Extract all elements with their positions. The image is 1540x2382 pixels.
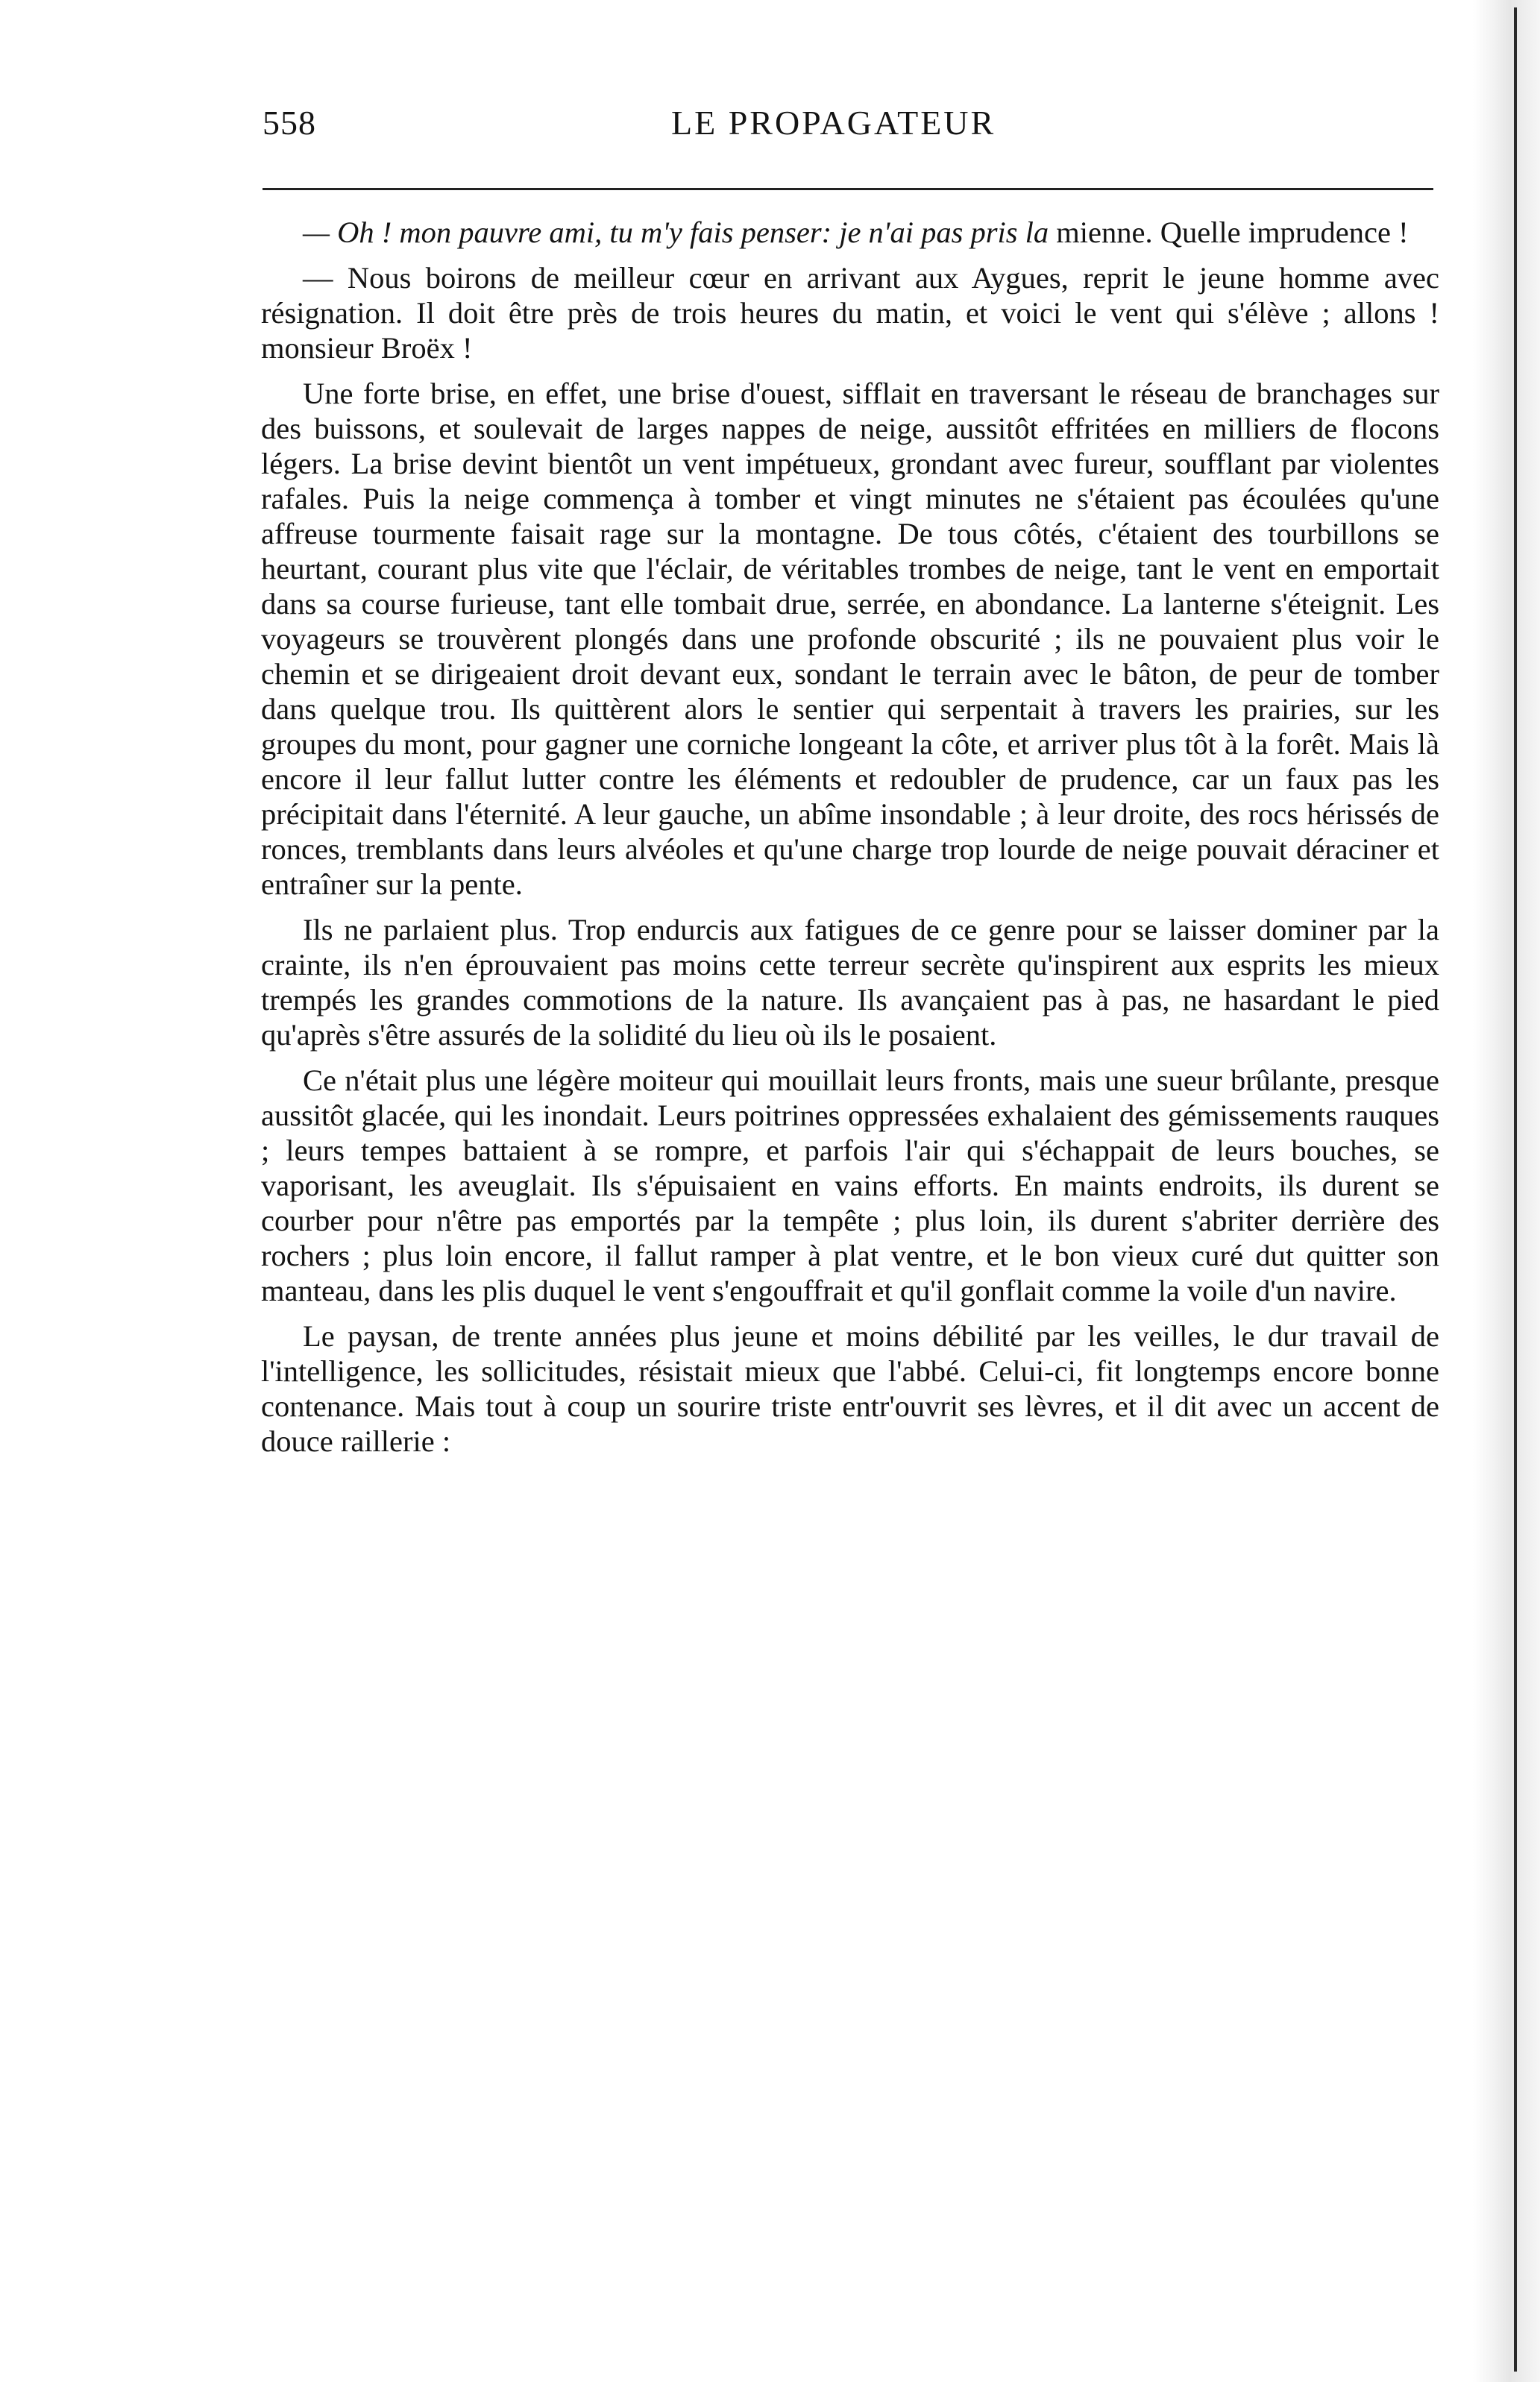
paragraph-1-italic: — Oh ! mon pauvre ami, tu m'y fais penser: je n'ai pas pris la [303,216,1049,249]
paragraph-5: Ce n'était plus une légère moiteur qui mouillait leurs fronts, mais une sueur brûlante, presque aussitôt glacée, qui les inondait. Leurs poitrines oppressées exhalaient des gémissements rauques ; leurs tempes battaient à se rompre, et parfois l'air qui s'échappait de leurs bouches, se vaporisant, les aveuglait. Ils s'épuisaient en vains efforts. En maints endroits, ils durent se courber pour n'être pas emportés par la tempête ; plus loin, ils durent s'abriter derrière des rochers ; plus loin encore, il fallut ramper à plat ventre, et le bon vieux curé dut quitter son manteau, dans les plis duquel le vent s'engouffrait et qu'il gonflait comme la voile d'un navire. [261,1063,1439,1307]
paragraph-1-rest: mienne. Quelle imprudence ! [1056,216,1409,249]
page-edge-shadow [1473,0,1540,2382]
page-number: 558 [263,104,316,142]
body-text [261,215,1439,1469]
running-title: LE PROPAGATEUR [671,104,996,142]
page-edge-line [1514,7,1517,2372]
header-rule [263,188,1433,190]
paragraph-1 [261,215,1439,250]
paragraph-4: Ils ne parlaient plus. Trop endurcis aux fatigues de ce genre pour se laisser dominer par la crainte, ils n'en éprouvaient pas moins cette terreur secrète qu'inspirent aux esprits les mieux trempés les grandes commotions de la nature. Ils avançaient pas à pas, ne hasardant le pied qu'après s'être assurés de la solidité du lieu où ils le posaient. [261,913,1439,1052]
paragraph-2: — Nous boirons de meilleur cœur en arrivant aux Aygues, reprit le jeune homme avec résignation. Il doit être près de trois heures du matin, et voici le vent qui s'élève ; allons ! monsieur Broëx ! [261,261,1439,365]
paragraph-6: Le paysan, de trente années plus jeune et moins débilité par les veilles, le dur travail de l'intelligence, les sollicitudes, résistait mieux que l'abbé. Celui-ci, fit longtemps encore bonne contenance. Mais tout à coup un sourire triste entr'ouvrit ses lèvres, et il dit avec un accent de douce raillerie : [261,1319,1439,1458]
paragraph-3: Une forte brise, en effet, une brise d'ouest, sifflait en traversant le réseau de branchages sur des buissons, et soulevait de larges nappes de neige, aussitôt effritées en milliers de flocons légers. La brise devint bientôt un vent impétueux, grondant avec fureur, soufflant par violentes rafales. Puis la neige commença à tomber et vingt minutes ne s'étaient pas écoulées qu'une affreuse tourmente faisait rage sur la montagne. De tous côtés, c'étaient des tourbillons se heurtant, courant plus vite que l'éclair, de véritables trombes de neige, tant le vent en emportait dans sa course furieuse, tant elle tombait drue, serrée, en abondance. La lanterne s'éteignit. Les voyageurs se trouvèrent plongés dans une profonde obscurité ; ils ne pouvaient plus voir le chemin et se dirigeaient droit devant eux, sondant le terrain avec le bâton, de peur de tomber dans quelque trou. Ils quittèrent alors le sentier qui serpentait à travers les prairies, sur les groupes du mont, pour gagner une corniche longeant la côte, et arriver plus tôt à la forêt. Mais là encore il leur fallut lutter contre les éléments et redoubler de prudence, car un faux pas les précipitait dans l'éternité. A leur gauche, un abîme insondable ; à leur droite, des rocs hérissés de ronces, tremblants dans leurs alvéoles et qu'une charge trop lourde de neige pouvait déraciner et entraîner sur la pente. [261,377,1439,901]
